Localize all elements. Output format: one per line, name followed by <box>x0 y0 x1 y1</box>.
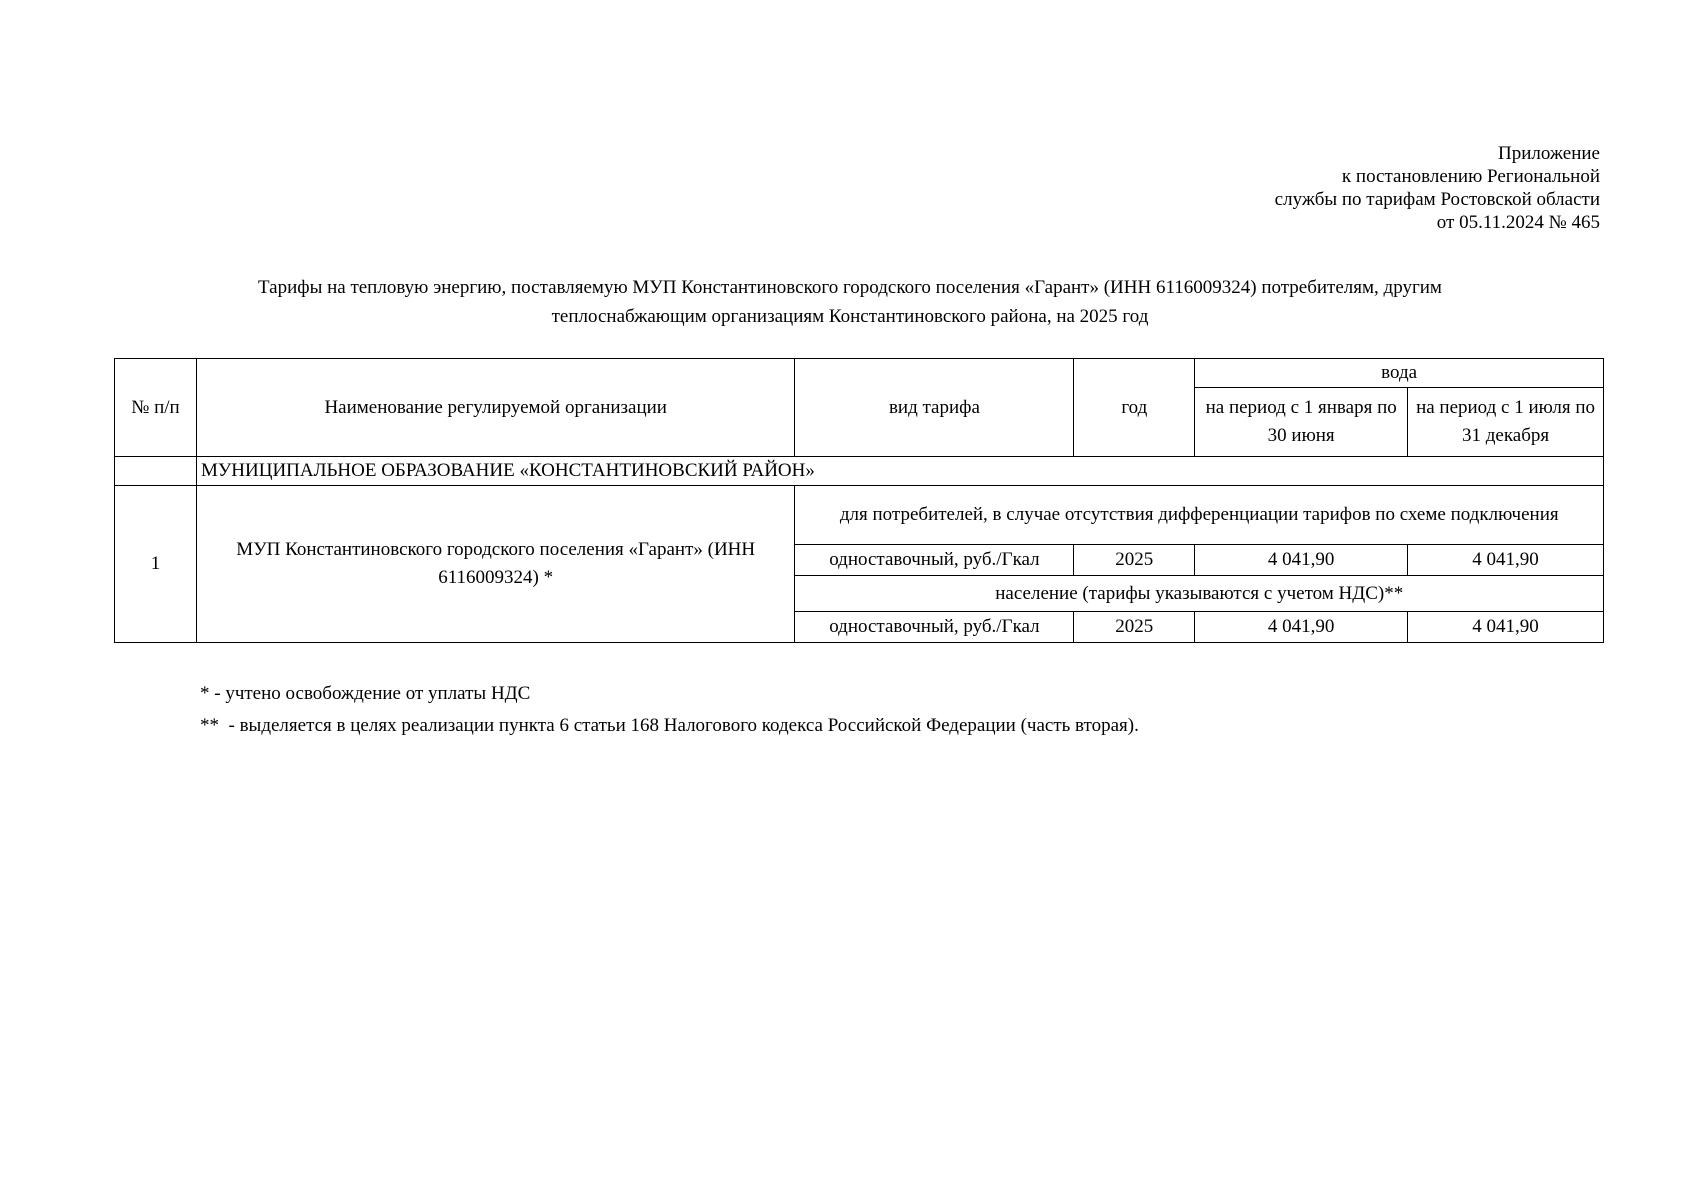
document-title <box>100 273 1600 331</box>
header-period-2: на период с 1 июля по 31 декабря <box>1408 388 1604 457</box>
group-population-period-1: 4 041,90 <box>1195 612 1408 643</box>
title-line-2: теплоснабжающим организациям Константиновского района, на 2025 год <box>551 306 1149 327</box>
header-tariff-type: вид тарифа <box>795 359 1074 457</box>
header-period-1: на период с 1 января по 30 июня <box>1195 388 1408 457</box>
footnotes <box>200 678 1139 742</box>
group-population-tariff: одноставочный, руб./Гкал <box>795 612 1074 643</box>
group-consumers-year: 2025 <box>1074 545 1195 576</box>
appendix-line: Приложение <box>1498 143 1600 164</box>
appendix-header <box>1275 142 1600 234</box>
group-consumers-tariff: одноставочный, руб./Гкал <box>795 545 1074 576</box>
title-line-1: Тарифы на тепловую энергию, поставляемую МУП Константиновского городского поселения «Гарант» (ИНН 6116009324) потребителям, другим <box>258 277 1442 298</box>
group-population-period-2: 4 041,90 <box>1408 612 1604 643</box>
appendix-line: службы по тарифам Ростовской области <box>1274 189 1600 210</box>
header-year: год <box>1074 359 1195 457</box>
header-organization: Наименование регулируемой организации <box>196 359 795 457</box>
group-consumers-label: для потребителей, в случае отсутствия дифференциации тарифов по схеме подключения <box>795 486 1604 545</box>
header-number: № п/п <box>115 359 197 457</box>
row-number: 1 <box>115 486 197 643</box>
header-water: вода <box>1195 359 1604 388</box>
footnote-marker: * <box>200 683 210 704</box>
group-consumers-period-2: 4 041,90 <box>1408 545 1604 576</box>
footnote-text: - учтено освобождение от уплаты НДС <box>209 683 531 704</box>
footnote-text: - выделяется в целях реализации пункта 6 статьи 168 Налогового кодекса Российской Федерации (часть вторая). <box>219 715 1139 736</box>
appendix-line: от 05.11.2024 № 465 <box>1436 212 1600 233</box>
footnote-marker: ** <box>200 715 219 736</box>
footnote <box>200 710 1139 742</box>
group-consumers-period-1: 4 041,90 <box>1195 545 1408 576</box>
section-title: МУНИЦИПАЛЬНОЕ ОБРАЗОВАНИЕ «КОНСТАНТИНОВСКИЙ РАЙОН» <box>196 457 1603 486</box>
row-organization: МУП Константиновского городского поселения «Гарант» (ИНН 6116009324) * <box>196 486 795 643</box>
group-population-year: 2025 <box>1074 612 1195 643</box>
appendix-line: к постановлению Региональной <box>1341 166 1600 187</box>
tariff-table <box>114 358 1604 643</box>
group-population-label: население (тарифы указываются с учетом НДС)** <box>795 576 1604 612</box>
footnote <box>200 678 1139 710</box>
section-empty-cell <box>115 457 197 486</box>
